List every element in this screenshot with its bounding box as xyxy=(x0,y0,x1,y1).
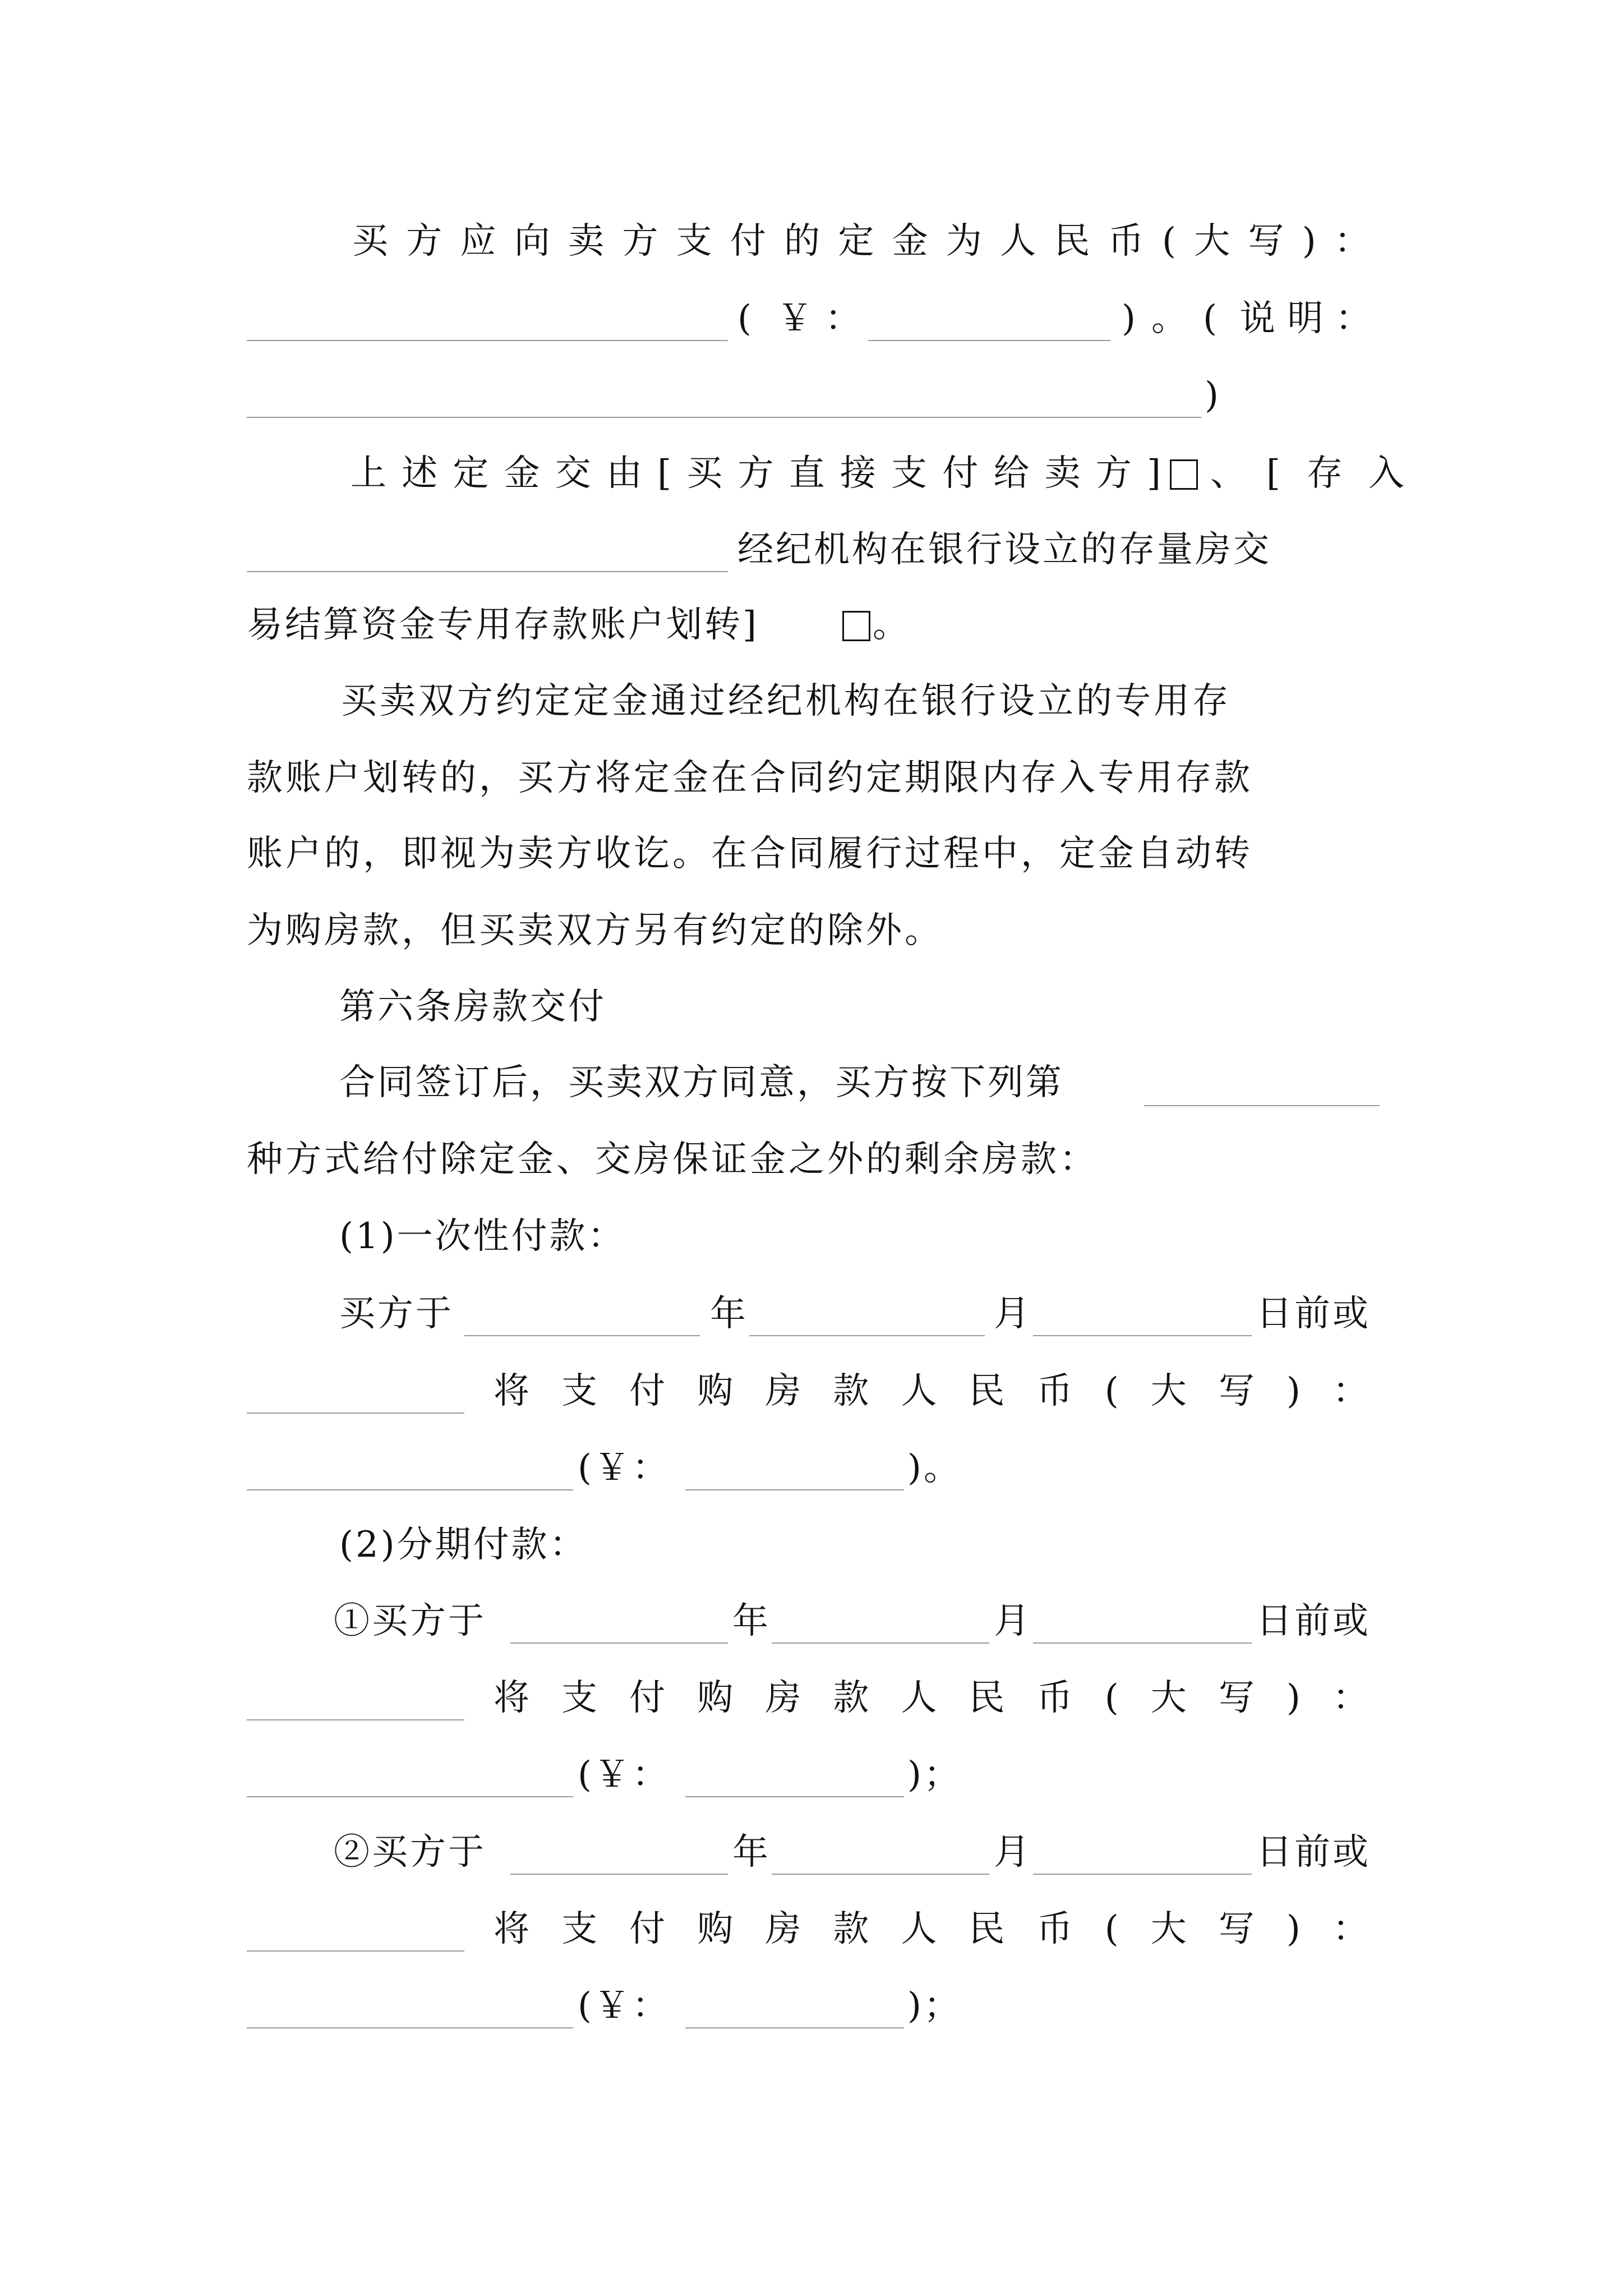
char: ( xyxy=(1104,1908,1119,1950)
char: ： xyxy=(1332,1908,1368,1950)
char: 给 xyxy=(993,453,1030,494)
deposit-note-blank[interactable] xyxy=(247,417,1201,418)
char: 支 xyxy=(561,1908,598,1950)
char: 将 xyxy=(494,1908,529,1950)
char: 支 xyxy=(561,1370,598,1412)
char: 人 xyxy=(1000,220,1036,262)
char: 支 xyxy=(676,220,712,262)
escrow-transfer-checkbox[interactable] xyxy=(842,611,870,641)
char: 接 xyxy=(840,453,876,494)
lump-month-label: 月 xyxy=(994,1293,1030,1335)
char: 买 xyxy=(686,453,723,494)
inst1-pay-line xyxy=(494,1677,1368,1719)
char: 支 xyxy=(561,1677,598,1719)
handover-separator: 、 xyxy=(1210,453,1246,494)
inst2-alt-date-blank[interactable] xyxy=(247,1950,464,1952)
inst2-day-blank[interactable] xyxy=(1033,1874,1252,1875)
deposit-amount-words-blank[interactable] xyxy=(247,340,728,341)
lump-month-blank[interactable] xyxy=(749,1335,985,1336)
lump-yen-open: (￥： xyxy=(578,1447,670,1489)
inst1-month-blank[interactable] xyxy=(772,1642,989,1644)
char: 由 xyxy=(606,453,642,494)
char: ( xyxy=(1161,220,1176,262)
char: 付 xyxy=(629,1370,666,1412)
inst1-year-label: 年 xyxy=(732,1600,768,1642)
inst2-amount-figure-blank[interactable] xyxy=(685,2027,904,2028)
inst2-year-blank[interactable] xyxy=(510,1874,728,1875)
char: ) xyxy=(1286,1677,1301,1719)
char: 写 xyxy=(1218,1677,1255,1719)
lump-pay-line xyxy=(494,1370,1368,1412)
char: 写 xyxy=(1218,1370,1255,1412)
char: ： xyxy=(1334,220,1370,262)
agreement-line-1: 买卖双方约定定金通过经纪机构在银行设立的专用存 xyxy=(341,680,1231,722)
article-6-intro: 合同签订后，买卖双方同意，买方按下列第 xyxy=(339,1062,1064,1103)
inst1-alt-date-blank[interactable] xyxy=(247,1719,464,1720)
handover-bracket-open: [ xyxy=(1266,453,1280,494)
char: ( xyxy=(1104,1677,1119,1719)
lump-yen-close: )。 xyxy=(907,1447,962,1489)
char: 民 xyxy=(1054,220,1090,262)
char: 写 xyxy=(1248,220,1284,262)
installments-label: (2)分期付款： xyxy=(339,1524,588,1566)
inst2-year-label: 年 xyxy=(732,1832,768,1873)
char: 币 xyxy=(1036,1677,1073,1719)
char: 购 xyxy=(697,1677,734,1719)
handover-line-1 xyxy=(351,453,1161,494)
char: 房 xyxy=(765,1677,801,1719)
handover-store-in: 存入 xyxy=(1307,453,1430,494)
char: 向 xyxy=(514,220,550,262)
inst1-year-blank[interactable] xyxy=(510,1642,728,1644)
char: 的 xyxy=(784,220,820,262)
lump-alt-date-blank[interactable] xyxy=(247,1412,464,1414)
char: 款 xyxy=(833,1677,869,1719)
char: 定 xyxy=(453,453,489,494)
char: 款 xyxy=(833,1370,869,1412)
article-6-intro-cont: 种方式给付除定金、交房保证金之外的剩余房款： xyxy=(247,1139,1098,1180)
char: 直 xyxy=(789,453,825,494)
deposit-close-paren: )。( xyxy=(1122,298,1233,339)
char: 大 xyxy=(1150,1908,1187,1950)
inst1-day-blank[interactable] xyxy=(1033,1642,1252,1644)
char: 应 xyxy=(460,220,496,262)
inst1-amount-words-blank[interactable] xyxy=(247,1796,573,1797)
inst2-month-label: 月 xyxy=(994,1832,1030,1873)
inst2-buyer-at: ②买方于 xyxy=(334,1832,486,1873)
lump-sum-label: (1)一次性付款： xyxy=(339,1216,626,1257)
char: 大 xyxy=(1150,1677,1187,1719)
char: 购 xyxy=(697,1370,734,1412)
char: 方 xyxy=(406,220,442,262)
char: 大 xyxy=(1150,1370,1187,1412)
lump-amount-words-blank[interactable] xyxy=(247,1489,573,1490)
deposit-line-1 xyxy=(352,220,1370,262)
char: ： xyxy=(1332,1677,1368,1719)
char: ) xyxy=(1302,220,1316,262)
char: 将 xyxy=(494,1370,529,1412)
char: 方 xyxy=(737,453,774,494)
inst2-yen-open: (￥： xyxy=(578,1985,670,2027)
char: [ xyxy=(657,453,672,494)
char: 付 xyxy=(730,220,766,262)
char: ： xyxy=(1332,1370,1368,1412)
char: 方 xyxy=(622,220,658,262)
agreement-line-4: 为购房款，但买卖双方另有约定的除外。 xyxy=(247,910,943,951)
lump-amount-figure-blank[interactable] xyxy=(685,1489,904,1490)
lump-buyer-at: 买方于 xyxy=(339,1293,454,1335)
char: 说 xyxy=(1239,298,1275,339)
char: 人 xyxy=(901,1370,937,1412)
char: 金 xyxy=(892,220,928,262)
char: 付 xyxy=(942,453,979,494)
char: ( xyxy=(1104,1370,1119,1412)
lump-year-label: 年 xyxy=(710,1293,746,1335)
char: 方 xyxy=(1095,453,1132,494)
char: 币 xyxy=(1036,1908,1073,1950)
inst1-day-or: 日前或 xyxy=(1256,1600,1371,1642)
agreement-line-2: 款账户划转的，买方将定金在合同约定期限内存入专用存款 xyxy=(247,757,1253,799)
char: ] xyxy=(1146,453,1161,494)
char: 币 xyxy=(1108,220,1144,262)
inst2-pay-line xyxy=(494,1908,1368,1950)
inst1-yen-open: (￥： xyxy=(578,1754,670,1796)
char: 民 xyxy=(969,1370,1005,1412)
char: ： xyxy=(1335,298,1371,339)
char: 写 xyxy=(1218,1908,1255,1950)
handover-line-2: 经纪机构在银行设立的存量房交 xyxy=(737,529,1271,570)
char: 币 xyxy=(1036,1370,1073,1412)
char: 大 xyxy=(1194,220,1230,262)
lump-day-or: 日前或 xyxy=(1256,1293,1371,1335)
char: ) xyxy=(1286,1908,1301,1950)
char: 房 xyxy=(765,1908,801,1950)
handover-line-3: 易结算资金专用存款账户划转] xyxy=(247,604,759,646)
inst1-month-label: 月 xyxy=(994,1600,1030,1642)
inst1-buyer-at: ①买方于 xyxy=(334,1600,486,1642)
inst2-day-or: 日前或 xyxy=(1256,1832,1371,1873)
deposit-yen-label: ￥： xyxy=(777,298,873,339)
char: 民 xyxy=(969,1677,1005,1719)
char: 付 xyxy=(629,1908,666,1950)
char: 为 xyxy=(946,220,982,262)
char: ) xyxy=(1286,1370,1301,1412)
char: 人 xyxy=(901,1677,937,1719)
deposit-note-close: ) xyxy=(1205,375,1219,416)
lump-day-blank[interactable] xyxy=(1033,1335,1252,1336)
char: 上 xyxy=(351,453,386,494)
direct-pay-checkbox[interactable] xyxy=(1170,459,1198,490)
lump-year-blank[interactable] xyxy=(464,1335,700,1336)
char: 金 xyxy=(504,453,540,494)
deposit-note-label xyxy=(1239,298,1371,339)
char: 购 xyxy=(697,1908,734,1950)
char: 房 xyxy=(765,1370,801,1412)
char: 民 xyxy=(969,1908,1005,1950)
deposit-open-paren: ( xyxy=(737,298,751,339)
handover-period: 。 xyxy=(873,604,909,646)
char: 款 xyxy=(833,1908,869,1950)
char: 卖 xyxy=(568,220,605,262)
inst2-month-blank[interactable] xyxy=(772,1874,989,1875)
char: 定 xyxy=(838,220,874,262)
inst2-yen-close: )； xyxy=(907,1985,962,2027)
char: 明 xyxy=(1287,298,1324,339)
char: 买 xyxy=(352,220,388,262)
inst2-amount-words-blank[interactable] xyxy=(247,2027,573,2028)
char: 支 xyxy=(891,453,928,494)
article-6-heading: 第六条房款交付 xyxy=(339,986,606,1028)
broker-name-blank[interactable] xyxy=(247,571,728,572)
deposit-amount-figure-blank[interactable] xyxy=(868,340,1110,341)
char: 将 xyxy=(494,1677,529,1719)
char: 卖 xyxy=(1044,453,1081,494)
char: 人 xyxy=(901,1908,937,1950)
char: 交 xyxy=(555,453,591,494)
char: 述 xyxy=(402,453,438,494)
char: 付 xyxy=(629,1677,666,1719)
inst1-amount-figure-blank[interactable] xyxy=(685,1796,904,1797)
payment-method-number-blank[interactable] xyxy=(1144,1105,1380,1106)
inst1-yen-close: )； xyxy=(907,1754,962,1796)
agreement-line-3: 账户的，即视为卖方收讫。在合同履行过程中，定金自动转 xyxy=(247,833,1253,875)
